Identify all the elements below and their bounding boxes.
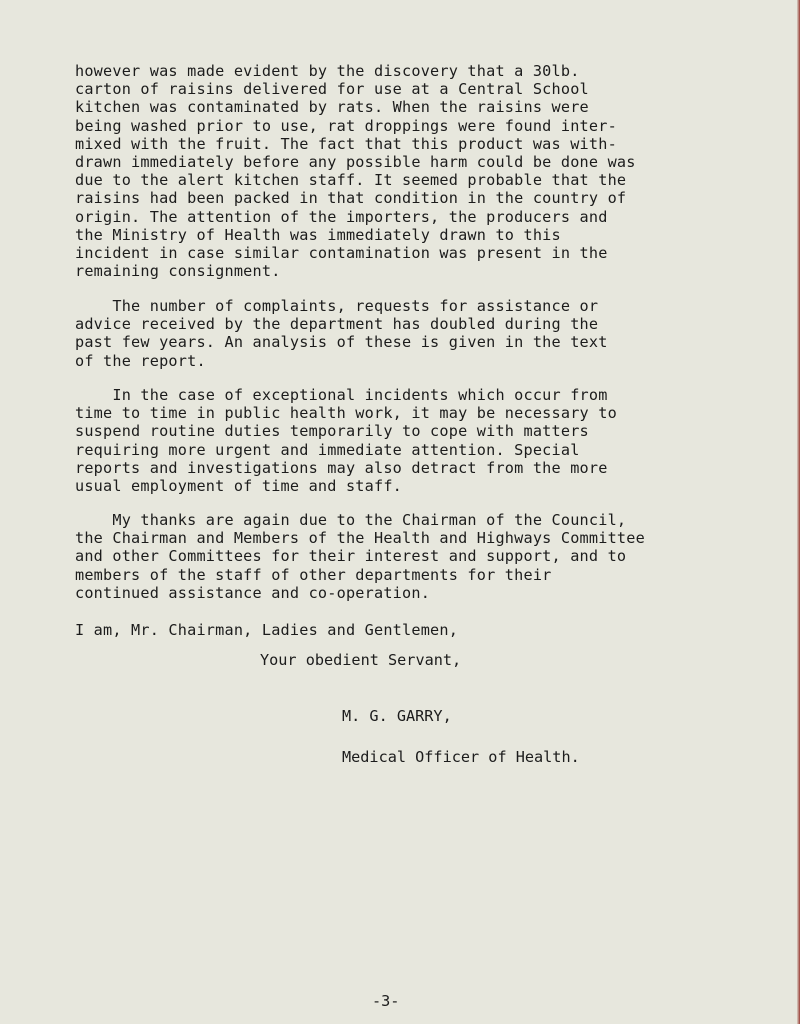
paragraph-complaints: The number of complaints, requests for assistance or advice received by the department has doubled during the past few years. An analysis of these is given in the text of the report. (75, 297, 608, 370)
signature-name: M. G. GARRY, (342, 707, 452, 725)
paragraph-raisins-incident: however was made evident by the discovery that a 30lb. carton of raisins delivered for use at a Central School kitchen was contaminated by rats. When the raisins were being washed prior to use, rat droppings were found inter- mixed with the fruit. The fact that this product was with- drawn immediately before any possible harm could be done was due to the alert kitchen staff. It seemed probable that the raisins had been packed in that condition in the country of origin. The attention of the importers, the producers and the Ministry of Health was immediately drawn to this incident in case similar contamination was present in the remaining consignment. (75, 62, 636, 281)
paragraph-thanks: My thanks are again due to the Chairman of the Council, the Chairman and Members of the Health and Highways Committee and other Committees for their interest and support, and to members of the staff of other departments for their continued assistance and co-operation. (75, 511, 645, 602)
signatory-title: Medical Officer of Health. (342, 748, 580, 766)
paragraph-exceptional-incidents: In the case of exceptional incidents which occur from time to time in public health work, it may be necessary to suspend routine duties temporarily to cope with matters requiring more urgent and immediate attention. Special reports and investigations may also detract from the more usual employment of time and staff. (75, 386, 617, 496)
closing-line: Your obedient Servant, (260, 651, 462, 669)
salutation: I am, Mr. Chairman, Ladies and Gentlemen, (75, 621, 459, 639)
page-number: -3- (372, 992, 400, 1010)
